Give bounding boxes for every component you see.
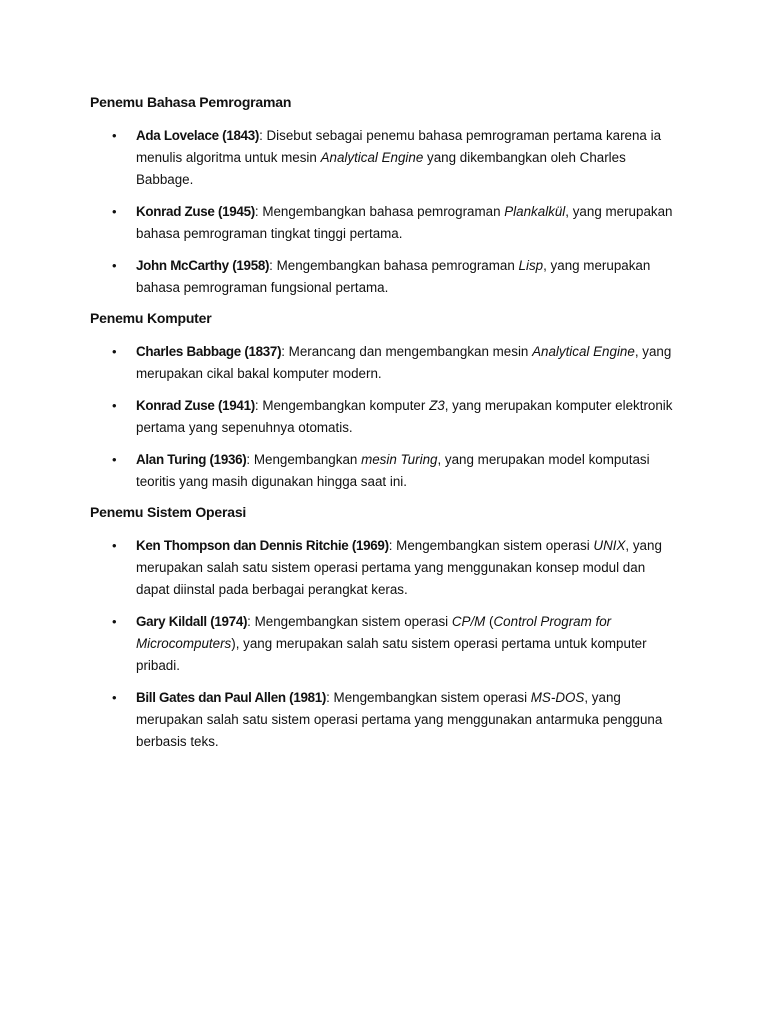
entry-text: , yang merupakan cikal bakal komputer modern. bbox=[136, 344, 672, 381]
entry-name: Bill Gates dan Paul Allen (1981) bbox=[136, 690, 327, 705]
list-item bbox=[90, 395, 678, 439]
entry-text: yang dikembangkan oleh Charles Babbage. bbox=[136, 150, 626, 187]
entry-text: , yang merupakan bahasa pemrograman fungsional pertama. bbox=[136, 258, 651, 295]
list-sistem-operasi bbox=[90, 535, 678, 753]
entry-name: Konrad Zuse (1941) bbox=[136, 398, 255, 413]
list-komputer bbox=[90, 341, 678, 493]
entry-text: , yang merupakan bahasa pemrograman tingkat tinggi pertama. bbox=[136, 204, 673, 241]
list-item bbox=[90, 255, 678, 299]
list-item bbox=[90, 687, 678, 753]
bullet-icon: • bbox=[112, 204, 117, 219]
entry-text-italic: Control Program for Microcomputers bbox=[136, 614, 612, 651]
entry-name: Gary Kildall (1974) bbox=[136, 614, 248, 629]
list-item bbox=[90, 341, 678, 385]
entry-text: : Mengembangkan sistem operasi bbox=[247, 614, 452, 629]
section-heading-komputer: Penemu Komputer bbox=[90, 310, 212, 326]
entry-name: Charles Babbage (1837) bbox=[136, 344, 282, 359]
entry-text: : Mengembangkan bahasa pemrograman bbox=[269, 258, 519, 273]
bullet-icon: • bbox=[112, 398, 117, 413]
list-item bbox=[90, 201, 678, 245]
entry-text: : Mengembangkan sistem operasi bbox=[388, 538, 594, 553]
entry-text: : Mengembangkan bbox=[246, 452, 362, 467]
entry-name: Ada Lovelace (1843) bbox=[136, 128, 260, 143]
bullet-icon: • bbox=[112, 614, 117, 629]
entry-text-italic: Z3 bbox=[429, 398, 445, 413]
section-heading-sistem-operasi: Penemu Sistem Operasi bbox=[90, 504, 247, 520]
bullet-icon: • bbox=[112, 128, 117, 143]
list-item bbox=[90, 611, 678, 677]
entry-text: , yang merupakan model komputasi teoritis yang masih digunakan hingga saat ini. bbox=[136, 452, 650, 489]
entry-text: : Disebut sebagai penemu bahasa pemrograman pertama karena ia menulis algoritma untuk mesin bbox=[136, 128, 662, 165]
list-item bbox=[90, 535, 678, 601]
entry-name: Konrad Zuse (1945) bbox=[136, 204, 255, 219]
list-item bbox=[90, 449, 678, 493]
entry-text-italic: MS-DOS bbox=[530, 690, 585, 705]
entry-name: Alan Turing (1936) bbox=[136, 452, 247, 467]
entry-text: ( bbox=[485, 614, 494, 629]
entry-name: Ken Thompson dan Dennis Ritchie (1969) bbox=[136, 538, 389, 553]
entry-text-italic: mesin Turing bbox=[361, 452, 438, 467]
list-item bbox=[90, 125, 678, 191]
entry-text: , yang merupakan komputer elektronik pertama yang sepenuhnya otomatis. bbox=[136, 398, 673, 435]
entry-text: , yang merupakan salah satu sistem operasi pertama yang menggunakan konsep modul dan dapat diinstal pada berbagai perangkat keras. bbox=[136, 538, 662, 597]
entry-text: , yang merupakan salah satu sistem operasi pertama yang menggunakan antarmuka pengguna berbasis teks. bbox=[136, 690, 663, 749]
entry-text-italic: CP/M bbox=[451, 614, 486, 629]
entry-text-italic: Lisp bbox=[518, 258, 544, 273]
section-heading-bahasa-pemrograman: Penemu Bahasa Pemrograman bbox=[90, 94, 292, 110]
entry-text: : Merancang dan mengembangkan mesin bbox=[281, 344, 533, 359]
list-bahasa-pemrograman bbox=[90, 125, 678, 299]
entry-text-italic: Plankalkül bbox=[504, 204, 566, 219]
entry-text-italic: Analytical Engine bbox=[320, 150, 424, 165]
bullet-icon: • bbox=[112, 258, 117, 273]
entry-name: John McCarthy (1958) bbox=[136, 258, 270, 273]
bullet-icon: • bbox=[112, 690, 117, 705]
bullet-icon: • bbox=[112, 452, 117, 467]
bullet-icon: • bbox=[112, 538, 117, 553]
entry-text-italic: Analytical Engine bbox=[532, 344, 635, 359]
entry-text-italic: UNIX bbox=[593, 538, 626, 553]
entry-text: : Mengembangkan sistem operasi bbox=[326, 690, 531, 705]
entry-text: : Mengembangkan komputer bbox=[254, 398, 430, 413]
entry-text: : Mengembangkan bahasa pemrograman bbox=[254, 204, 505, 219]
bullet-icon: • bbox=[112, 344, 117, 359]
entry-text: ), yang merupakan salah satu sistem operasi pertama untuk komputer pribadi. bbox=[136, 636, 647, 673]
